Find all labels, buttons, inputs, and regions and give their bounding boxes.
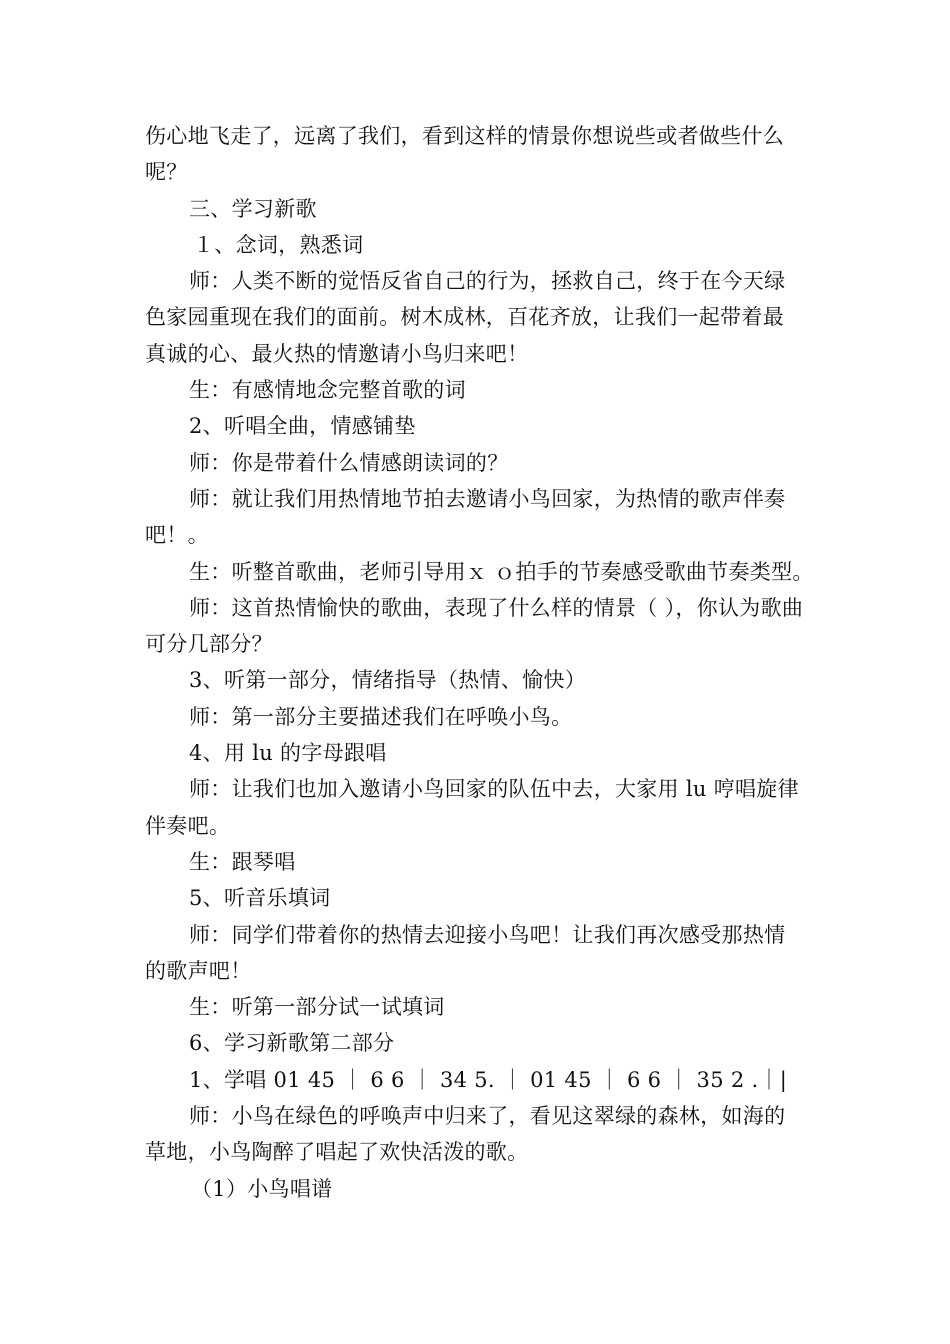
paragraph-line: 草地，小鸟陶醉了唱起了欢快活泼的歌。 — [145, 1140, 529, 1165]
subsection-heading: （1）小鸟唱谱 — [191, 1176, 333, 1201]
paragraph-line: 真诚的心、最火热的情邀请小鸟归来吧！ — [145, 341, 529, 366]
paragraph-line: 生：听第一部分试一试填词 — [189, 995, 445, 1020]
paragraph-line: 师：同学们带着你的热情去迎接小鸟吧！让我们再次感受那热情 — [189, 922, 786, 947]
document-body — [145, 118, 814, 1207]
section-heading: 三、学习新歌 — [189, 196, 317, 221]
paragraph-line: 生：有感情地念完整首歌的词 — [189, 378, 466, 403]
paragraph-line: 师：就让我们用热情地节拍去邀请小鸟回家，为热情的歌声伴奏 — [189, 486, 786, 511]
subsection-heading: 2、听唱全曲，情感铺垫 — [189, 414, 416, 439]
paragraph-line: 色家园重现在我们的面前。树木成林，百花齐放，让我们一起带着最 — [145, 305, 784, 330]
paragraph-line: 师：小鸟在绿色的呼唤声中归来了，看见这翠绿的森林，如海的 — [189, 1104, 786, 1129]
paragraph-line: 伤心地飞走了，远离了我们，看到这样的情景你想说些或者做些什么 — [145, 124, 784, 148]
paragraph-line: 师：这首热情愉快的歌曲，表现了什么样的情景（ ），你认为歌曲 — [189, 595, 804, 620]
paragraph-line: 伴奏吧。 — [145, 813, 231, 838]
music-notation-line: 1、学唱 01 45 ｜ 6 6 ｜ 34 5. ｜ 01 45 ｜ 6 6 ｜ 35 2 .｜| — [189, 1067, 788, 1092]
paragraph-line: 呢？ — [145, 160, 188, 185]
paragraph-line: 吧！。 — [145, 523, 209, 548]
paragraph-line: 生：跟琴唱 — [189, 849, 296, 874]
paragraph-line: 师：让我们也加入邀请小鸟回家的队伍中去，大家用 lu 哼唱旋律 — [189, 777, 799, 802]
paragraph-line: 的歌声吧！ — [145, 958, 252, 983]
paragraph-line: 生：听整首歌曲，老师引导用ｘ ｏ拍手的节奏感受歌曲节奏类型。 — [189, 559, 814, 584]
subsection-heading: 4、用 lu 的字母跟唱 — [189, 741, 387, 766]
paragraph-line: 师：第一部分主要描述我们在呼唤小鸟。 — [189, 704, 573, 729]
subsection-heading: 5、听音乐填词 — [189, 886, 331, 911]
paragraph-line: 可分几部分？ — [145, 632, 273, 657]
subsection-heading: １、念词，熟悉词 — [193, 232, 364, 257]
paragraph-line: 师：你是带着什么情感朗读词的？ — [189, 450, 509, 475]
paragraph-line: 师：人类不断的觉悟反省自己的行为，拯救自己，终于在今天绿 — [189, 269, 786, 294]
subsection-heading: 3、听第一部分，情绪指导（热情、愉快） — [189, 668, 587, 693]
subsection-heading: 6、学习新歌第二部分 — [189, 1031, 395, 1056]
